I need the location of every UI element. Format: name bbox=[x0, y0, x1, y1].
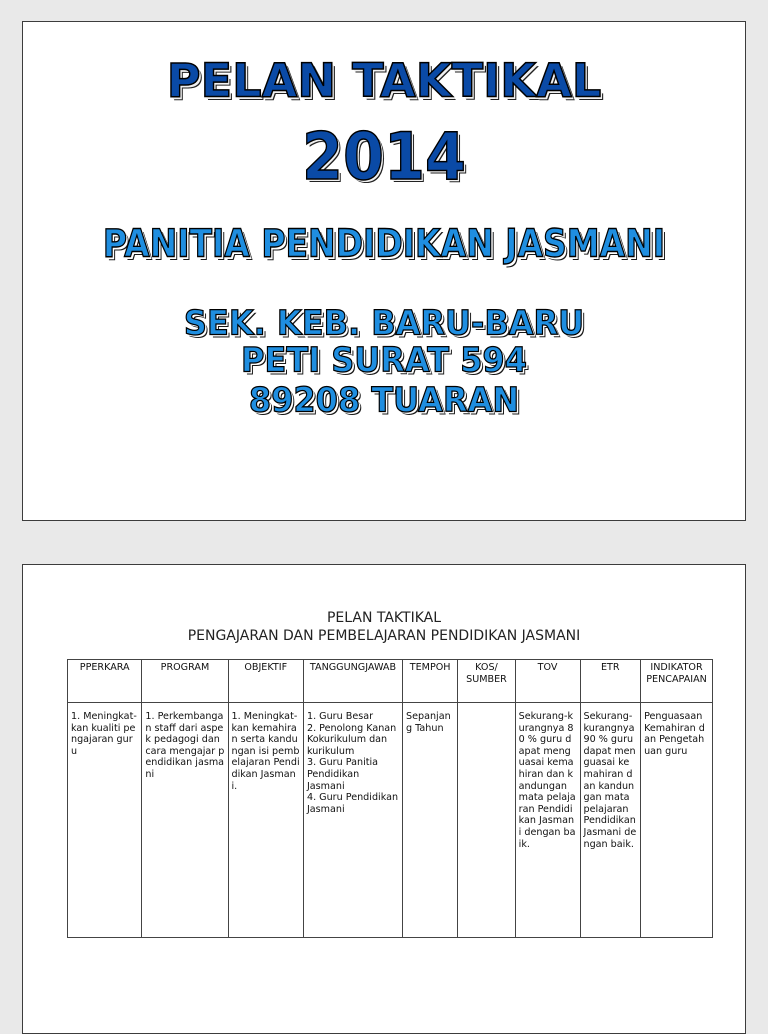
header-indikator: INDIKATOR PENCAPAIAN bbox=[641, 660, 713, 703]
cell-tanggungjawab: 1. Guru Besar 2. Penolong Kanan Kokurikulum dan kurikulum 3. Guru Panitia Pendidikan Jasmani 4. Guru Pendidikan Jasmani bbox=[303, 703, 402, 938]
table-row bbox=[68, 703, 713, 938]
cell-indikator: Penguasaan Kemahiran dan Pengetahuan guru bbox=[641, 703, 713, 938]
cover-school-name: SEK. KEB. BARU-BARU bbox=[183, 303, 585, 343]
cover-panel-name: PANITIA PENDIDIKAN JASMANI bbox=[102, 221, 666, 266]
header-kos-sumber: KOS/ SUMBER bbox=[458, 660, 515, 703]
cell-tov: Sekurang-kurangnya 80 % guru dapat menguasai kemahiran dan kandungan mata pelajaran Pendidikan Jasmani dengan baik. bbox=[515, 703, 580, 938]
cell-objektif: 1. Meningkat-kan kemahiran serta kandungan isi pembelajaran Pendidikan Jasmani. bbox=[228, 703, 303, 938]
plan-page bbox=[22, 564, 746, 1034]
cover-page bbox=[22, 21, 746, 521]
cover-po-box: PETI SURAT 594 bbox=[241, 340, 527, 380]
plan-title: PELAN TAKTIKAL bbox=[326, 610, 442, 626]
cover-year: 2014 bbox=[302, 118, 466, 195]
cover-title: PELAN TAKTIKAL bbox=[166, 54, 602, 109]
plan-table bbox=[67, 659, 713, 938]
cell-kos-sumber bbox=[458, 703, 515, 938]
header-objektif: OBJEKTIF bbox=[228, 660, 303, 703]
table-header-row bbox=[68, 660, 713, 703]
header-program: PROGRAM bbox=[142, 660, 228, 703]
plan-subtitle: PENGAJARAN DAN PEMBELAJARAN PENDIDIKAN JASMANI bbox=[187, 628, 581, 644]
cover-postcode-town: 89208 TUARAN bbox=[248, 380, 520, 420]
cell-perkara: 1. Meningkat-kan kualiti pengajaran guru bbox=[68, 703, 142, 938]
header-tov: TOV bbox=[515, 660, 580, 703]
cell-etr: Sekurang-kurangnya 90 % guru dapat menguasai kemahiran dan kandungan mata pelajaran Pendidikan Jasmani dengan baik. bbox=[580, 703, 641, 938]
header-tanggungjawab: TANGGUNGJAWAB bbox=[303, 660, 402, 703]
header-etr: ETR bbox=[580, 660, 641, 703]
header-perkara: PPERKARA bbox=[68, 660, 142, 703]
header-tempoh: TEMPOH bbox=[403, 660, 458, 703]
cell-tempoh: Sepanjang Tahun bbox=[403, 703, 458, 938]
cell-program: 1. Perkembangan staff dari aspek pedagogi dan cara mengajar pendidikan jasmani bbox=[142, 703, 228, 938]
